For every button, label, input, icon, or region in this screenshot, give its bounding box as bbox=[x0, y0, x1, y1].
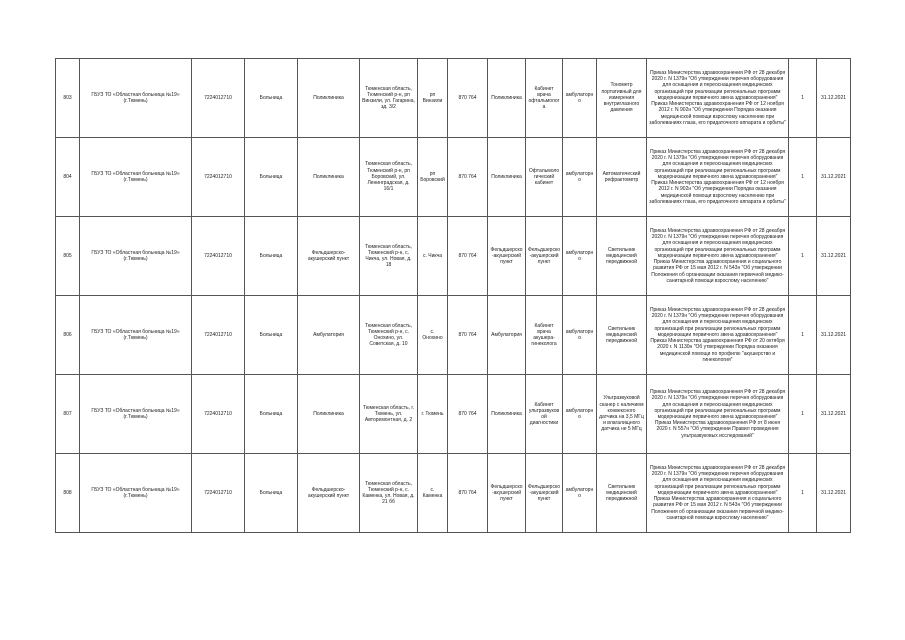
inn-code: 7224012710 bbox=[192, 217, 245, 296]
division: Фельдшерско-акушерский пункт bbox=[488, 454, 526, 533]
facility-type: Больница bbox=[245, 454, 298, 533]
table-row bbox=[56, 217, 851, 296]
division: Фельдшерско-акушерский пункт bbox=[488, 217, 526, 296]
division: Амбулатория bbox=[488, 296, 526, 375]
table-row bbox=[56, 296, 851, 375]
division: Поликлиника bbox=[488, 375, 526, 454]
table-row bbox=[56, 454, 851, 533]
row-number: 804 bbox=[56, 138, 80, 217]
equipment-name: Светильник медицинский передвижной bbox=[597, 217, 647, 296]
inn-code: 7224012710 bbox=[192, 454, 245, 533]
room: Кабинет врача офтальмолога bbox=[526, 59, 563, 138]
delivery-date: 31.12.2021 bbox=[817, 375, 851, 454]
inn-code: 7224012710 bbox=[192, 375, 245, 454]
facility-type: Больница bbox=[245, 59, 298, 138]
delivery-date: 31.12.2021 bbox=[817, 454, 851, 533]
delivery-date: 31.12.2021 bbox=[817, 296, 851, 375]
facility-address: Тюменская область, Тюменский р-н, рп Винзили, ул. Гагарина, зд. 3/2 bbox=[360, 59, 418, 138]
table-row bbox=[56, 375, 851, 454]
care-condition: амбулаторно bbox=[563, 375, 597, 454]
delivery-date: 31.12.2021 bbox=[817, 217, 851, 296]
equipment-name: Светильник медицинский передвижной bbox=[597, 454, 647, 533]
oktmo-code: 870 764 bbox=[448, 296, 488, 375]
facility-type: Больница bbox=[245, 138, 298, 217]
row-number: 806 bbox=[56, 296, 80, 375]
organization-name: ГБУЗ ТО «Областная больница №19» (г.Тюмень) bbox=[80, 138, 192, 217]
facility-unit: Поликлиника bbox=[298, 59, 360, 138]
oktmo-code: 870 764 bbox=[448, 59, 488, 138]
oktmo-code: 870 764 bbox=[448, 454, 488, 533]
table-row bbox=[56, 138, 851, 217]
locality: с. Каменка bbox=[418, 454, 448, 533]
organization-name: ГБУЗ ТО «Областная больница №19» (г.Тюмень) bbox=[80, 296, 192, 375]
quantity: 1 bbox=[789, 454, 817, 533]
facility-type: Больница bbox=[245, 296, 298, 375]
locality: рп Боровский bbox=[418, 138, 448, 217]
quantity: 1 bbox=[789, 375, 817, 454]
care-condition: амбулаторно bbox=[563, 138, 597, 217]
facility-type: Больница bbox=[245, 375, 298, 454]
equipment-name: Ультразвуковой сканер с наличием конвексного датчика на 3,5 МГц и влагалищного датчика не 5 МГц bbox=[597, 375, 647, 454]
facility-unit: Поликлиника bbox=[298, 375, 360, 454]
organization-name: ГБУЗ ТО «Областная больница №19» (г.Тюмень) bbox=[80, 454, 192, 533]
room: Фельдшерско-акушерский пункт bbox=[526, 217, 563, 296]
care-condition: амбулаторно bbox=[563, 59, 597, 138]
care-condition: амбулаторно bbox=[563, 217, 597, 296]
room: Офтальмологический кабинет bbox=[526, 138, 563, 217]
legal-basis: Приказ Министерства здравоохранения РФ от 28 декабря 2020 г. N 1379н "Об утверждении перечня оборудования для оснащения и переоснащения медицинских организаций при реализации региональных программ модернизации первичного звена здравоохранения" Приказ Министерства здравоохранения и социального развития РФ от 15 мая 2012 г. N 543н "Об утверждении Положения об организации оказания первичной медико-санитарной помощи взрослому населению" bbox=[647, 217, 789, 296]
oktmo-code: 870 764 bbox=[448, 138, 488, 217]
facility-unit: Фельдшерско-акушерский пункт bbox=[298, 454, 360, 533]
row-number: 805 bbox=[56, 217, 80, 296]
quantity: 1 bbox=[789, 217, 817, 296]
quantity: 1 bbox=[789, 138, 817, 217]
locality: г. Тюмень bbox=[418, 375, 448, 454]
care-condition: амбулаторно bbox=[563, 454, 597, 533]
legal-basis: Приказ Министерства здравоохранения РФ от 28 декабря 2020 г. N 1379н "Об утверждении перечня оборудования для оснащения и переоснащения медицинских организаций при реализации региональных программ модернизации первичного звена здравоохранения" Приказ Министерства здравоохранения РФ от 12 ноября 2012 г. N 902н "Об утверждении Порядка оказания медицинской помощи взрослому населению при заболеваниях глаза, его придаточного аппарата и орбиты" bbox=[647, 59, 789, 138]
legal-basis: Приказ Министерства здравоохранения РФ от 28 декабря 2020 г. N 1379н "Об утверждении перечня оборудования для оснащения и переоснащения медицинских организаций при реализации региональных программ модернизации первичного звена здравоохранения" Приказ Министерства здравоохранения РФ от 8 июня 2020 г. N 557н "Об утверждении Правил проведения ультразвуковых исследований" bbox=[647, 375, 789, 454]
legal-basis: Приказ Министерства здравоохранения РФ от 28 декабря 2020 г. N 1379н "Об утверждении перечня оборудования для оснащения и переоснащения медицинских организаций при реализации региональных программ модернизации первичного звена здравоохранения" Приказ Министерства здравоохранения РФ от 20 октября 2020 г. N 1130н "Об утверждении Порядка оказания медицинской помощи по профилю "акушерство и гинекология" bbox=[647, 296, 789, 375]
row-number: 808 bbox=[56, 454, 80, 533]
organization-name: ГБУЗ ТО «Областная больница №19» (г.Тюмень) bbox=[80, 59, 192, 138]
equipment-name: Автоматический рефрактометр bbox=[597, 138, 647, 217]
quantity: 1 bbox=[789, 296, 817, 375]
room: Кабинет врача акушера-гинеколога bbox=[526, 296, 563, 375]
facility-address: Тюменская область, Тюменский р-н, рп Боровский, ул. Ленинградская, д. 16/1 bbox=[360, 138, 418, 217]
facility-unit: Поликлиника bbox=[298, 138, 360, 217]
facility-address: Тюменская область, Тюменский р-н, с. Онохино, ул. Советская, д. 10 bbox=[360, 296, 418, 375]
inn-code: 7224012710 bbox=[192, 59, 245, 138]
division: Поликлиника bbox=[488, 59, 526, 138]
locality: с. Чикча bbox=[418, 217, 448, 296]
table-row bbox=[56, 59, 851, 138]
delivery-date: 31.12.2021 bbox=[817, 138, 851, 217]
oktmo-code: 870 764 bbox=[448, 217, 488, 296]
room: Кабинет ультразвуковой диагностики bbox=[526, 375, 563, 454]
legal-basis: Приказ Министерства здравоохранения РФ от 28 декабря 2020 г. N 1379н "Об утверждении перечня оборудования для оснащения и переоснащения медицинских организаций при реализации региональных программ модернизации первичного звена здравоохранения" Приказ Министерства здравоохранения РФ от 12 ноября 2012 г. N 902н "Об утверждении Порядка оказания медицинской помощи взрослому населению при заболеваниях глаза, его придаточного аппарата и орбиты" bbox=[647, 138, 789, 217]
facility-address: Тюменская область, г. Тюмень, ул. Авторемонтная, д. 2 bbox=[360, 375, 418, 454]
quantity: 1 bbox=[789, 59, 817, 138]
organization-name: ГБУЗ ТО «Областная больница №19» (г.Тюмень) bbox=[80, 375, 192, 454]
care-condition: амбулаторно bbox=[563, 296, 597, 375]
inn-code: 7224012710 bbox=[192, 138, 245, 217]
facility-address: Тюменская область, Тюменский р-н, с. Чикча, ул. Новая, д. 18 bbox=[360, 217, 418, 296]
row-number: 803 bbox=[56, 59, 80, 138]
oktmo-code: 870 764 bbox=[448, 375, 488, 454]
organization-name: ГБУЗ ТО «Областная больница №19» (г.Тюмень) bbox=[80, 217, 192, 296]
locality: рп Винзили bbox=[418, 59, 448, 138]
locality: с. Онохино bbox=[418, 296, 448, 375]
facility-type: Больница bbox=[245, 217, 298, 296]
row-number: 807 bbox=[56, 375, 80, 454]
delivery-date: 31.12.2021 bbox=[817, 59, 851, 138]
facility-address: Тюменская область, Тюменский р-н, с. Каменка, ул. Новая, д. 21 бб bbox=[360, 454, 418, 533]
facility-unit: Амбулатория bbox=[298, 296, 360, 375]
inn-code: 7224012710 bbox=[192, 296, 245, 375]
equipment-name: Тонометр портативный для измерения внутриглазного давления bbox=[597, 59, 647, 138]
equipment-register-table bbox=[55, 58, 851, 533]
division: Поликлиника bbox=[488, 138, 526, 217]
equipment-name: Светильник медицинский передвижной bbox=[597, 296, 647, 375]
room: Фельдшерско-акушерский пункт bbox=[526, 454, 563, 533]
legal-basis: Приказ Министерства здравоохранения РФ от 28 декабря 2020 г. N 1379н "Об утверждении перечня оборудования для оснащения и переоснащения медицинских организаций при реализации региональных программ модернизации первичного звена здравоохранения" Приказ Министерства здравоохранения и социального развития РФ от 15 мая 2012 г. N 543н "Об утверждении Положения об организации оказания первичной медико-санитарной помощи взрослому населению" bbox=[647, 454, 789, 533]
facility-unit: Фельдшерско-акушерский пункт bbox=[298, 217, 360, 296]
